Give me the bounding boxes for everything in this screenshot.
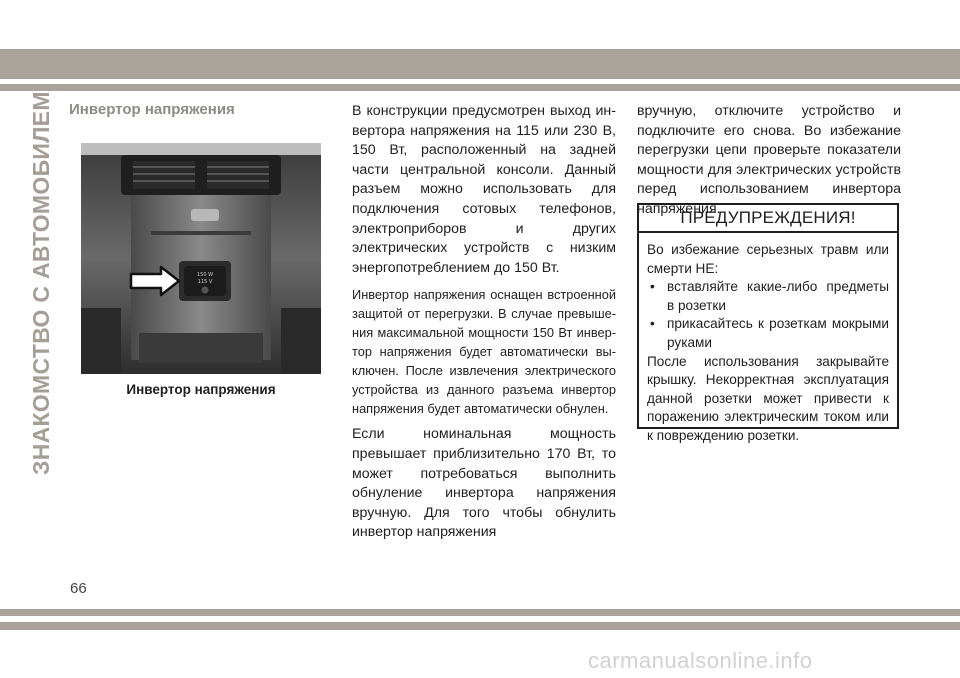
paragraph-overload-protection: Инвертор напряжения оснащен встроенной защитой от перегрузки. В случае превышения максимальной мощности 150 Вт инвертор напряжения будет автоматически выключен. После извлечения электрического устройства из данного разъема инвертор напряжения будет автоматически обнулен. <box>352 287 616 417</box>
figure-caption: Инвертор напряжения <box>126 382 276 397</box>
side-chapter-title: ЗНАКОМСТВО С АВТОМОБИЛЕМ <box>28 91 54 475</box>
warning-list-item: • вставляйте какие-либо предметы в розетки <box>650 279 889 313</box>
warning-outro: После использования закрывайте крышку. Некорректная эксплуатация данной розетки может привести к поражению электрическим током или к повреждению розетки. <box>647 353 889 443</box>
warning-body <box>639 233 897 446</box>
footer-rule <box>0 622 960 630</box>
paragraph-socket-description: В конструкции предусмотрен выход инвертора напряжения на 115 или 230 В, 150 Вт, расположенный на задней части центральной консоли. Данный разъем можно использовать для подключения сотовых телефонов, электроприборов и других электрических устройств с низким энергопотреблением до 150 Вт. <box>352 103 616 276</box>
footer-band <box>0 609 960 616</box>
warning-list-item: • прикасайтесь к розеткам мокрыми руками <box>650 316 889 350</box>
warning-box <box>637 203 899 443</box>
watermark: carmanualsonline.info <box>588 648 813 673</box>
warning-intro: Во избежание серьезных травм или смерти НЕ: <box>647 242 889 276</box>
warning-title: ПРЕДУПРЕЖДЕНИЯ! <box>639 205 897 233</box>
text-column-middle <box>352 102 616 550</box>
air-vent-right <box>207 161 269 189</box>
section-title: Инвертор напряжения <box>69 101 235 118</box>
paragraph-reset-continued: вручную, отключите устройство и подключите его снова. Во избежание перегрузки цепи проверьте показатели мощности для электрических устройств перед использованием инвертора напряжения. <box>637 103 901 217</box>
warning-list <box>647 278 889 352</box>
socket-label-volts: 115 V <box>197 279 213 285</box>
inverter-photo <box>81 143 321 374</box>
bullet-icon: • <box>650 279 655 295</box>
header-band <box>0 49 960 79</box>
page-number: 66 <box>70 580 87 597</box>
power-socket-icon <box>202 287 209 294</box>
paragraph-manual-reset: Если номинальная мощность превышает приблизительно 170 Вт, то может потребоваться выполнить обнуление инвертора напряжения вручную. Для того чтобы обнулить инвертор напряжения <box>352 426 616 541</box>
socket-label-watts: 150 W <box>196 272 214 278</box>
bullet-icon: • <box>650 316 655 332</box>
header-rule <box>0 84 960 91</box>
air-vent-left <box>133 161 195 189</box>
